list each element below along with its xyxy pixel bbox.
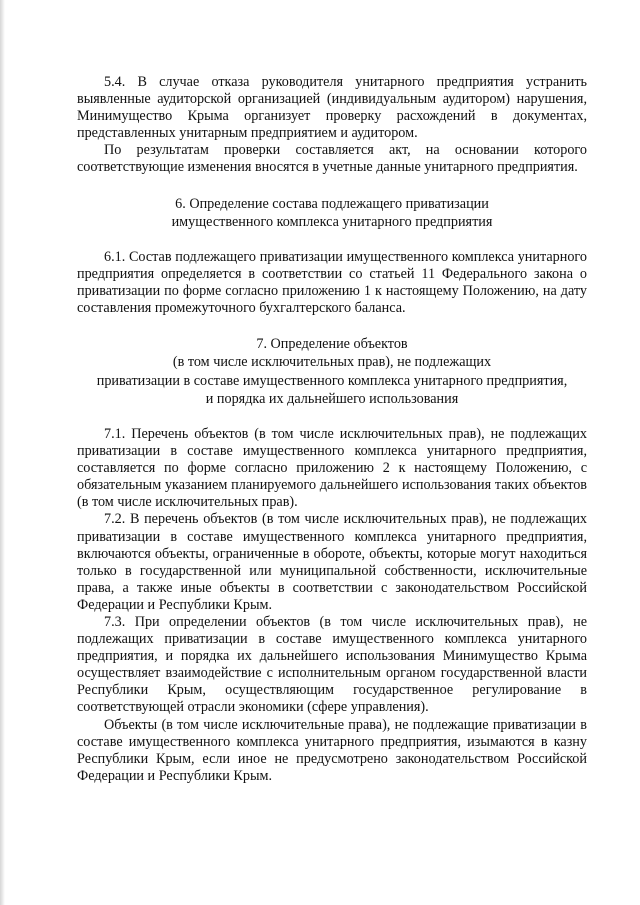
document-page <box>77 74 587 785</box>
paragraph-7-2: 7.2. В перечень объектов (в том числе исключительных прав), не подлежащих приватизации в составе имущественного комплекса унитарного предприятия, включаются объекты, ограниченные в обороте, объекты, которые могут находиться только в государственной или муниципальной собственности, исключительные права, а также иные объекты в соответствии с законодательством Российской Федерации и Республики Крым. <box>77 511 587 613</box>
spacer <box>77 409 587 426</box>
heading-line: 6. Определение состава подлежащего приватизации <box>175 195 489 212</box>
paragraph-5-4: 5.4. В случае отказа руководителя унитарного предприятия устранить выявленные аудиторской организацией (индивидуальным аудитором) нарушения, Минимущество Крыма организует проверку расхождений в документах, представленных унитарным предприятием и аудитором. <box>77 74 587 142</box>
heading-line: имущественного комплекса унитарного предприятия <box>171 214 493 231</box>
section-7-heading <box>77 335 587 409</box>
heading-line: и порядка их дальнейшего использования <box>205 391 459 408</box>
heading-line: (в том числе исключительных прав), не подлежащих <box>172 354 492 371</box>
paragraph-objects-seized: Объекты (в том числе исключительные права), не подлежащие приватизации в составе имущественного комплекса унитарного предприятия, изымаются в казну Республики Крым, если иное не предусмотрено законодательством Российской Федерации и Республики Крым. <box>77 716 587 784</box>
paragraph-7-3: 7.3. При определении объектов (в том числе исключительных прав), не подлежащих приватизации в составе имущественного комплекса унитарного предприятия, и порядка их дальнейшего использования Минимущество Крыма осуществляет взаимодействие с исполнительным органом государственной власти Республики Крым, осуществляющим государственное регулирование в соответствующей отрасли экономики (сфере управления). <box>77 613 587 716</box>
spacer <box>77 232 587 249</box>
heading-line: приватизации в составе имущественного комплекса унитарного предприятия, <box>96 372 568 389</box>
spacer <box>77 177 587 195</box>
paragraph-6-1: 6.1. Состав подлежащего приватизации имущественного комплекса унитарного предприятия определяется в соответствии со статьей 11 Федерального закона о приватизации по форме согласно приложению 1 к настоящему Положению, на дату составления промежуточного бухгалтерского баланса. <box>77 248 587 316</box>
section-6-heading <box>77 195 587 232</box>
paragraph-7-1: 7.1. Перечень объектов (в том числе исключительных прав), не подлежащих приватизации в составе имущественного комплекса унитарного предприятия, составляется по форме согласно приложению 2 к настоящему Положению, с обязательным указанием планируемого дальнейшего использования таких объектов (в том числе исключительных прав). <box>77 425 587 511</box>
spacer <box>77 317 587 335</box>
heading-line: 7. Определение объектов <box>256 335 408 352</box>
scan-edge-shadow <box>0 0 5 905</box>
paragraph-inspection-act: По результатам проверки составляется акт, на основании которого соответствующие изменения вносятся в учетные данные унитарного предприятия. <box>77 142 587 176</box>
